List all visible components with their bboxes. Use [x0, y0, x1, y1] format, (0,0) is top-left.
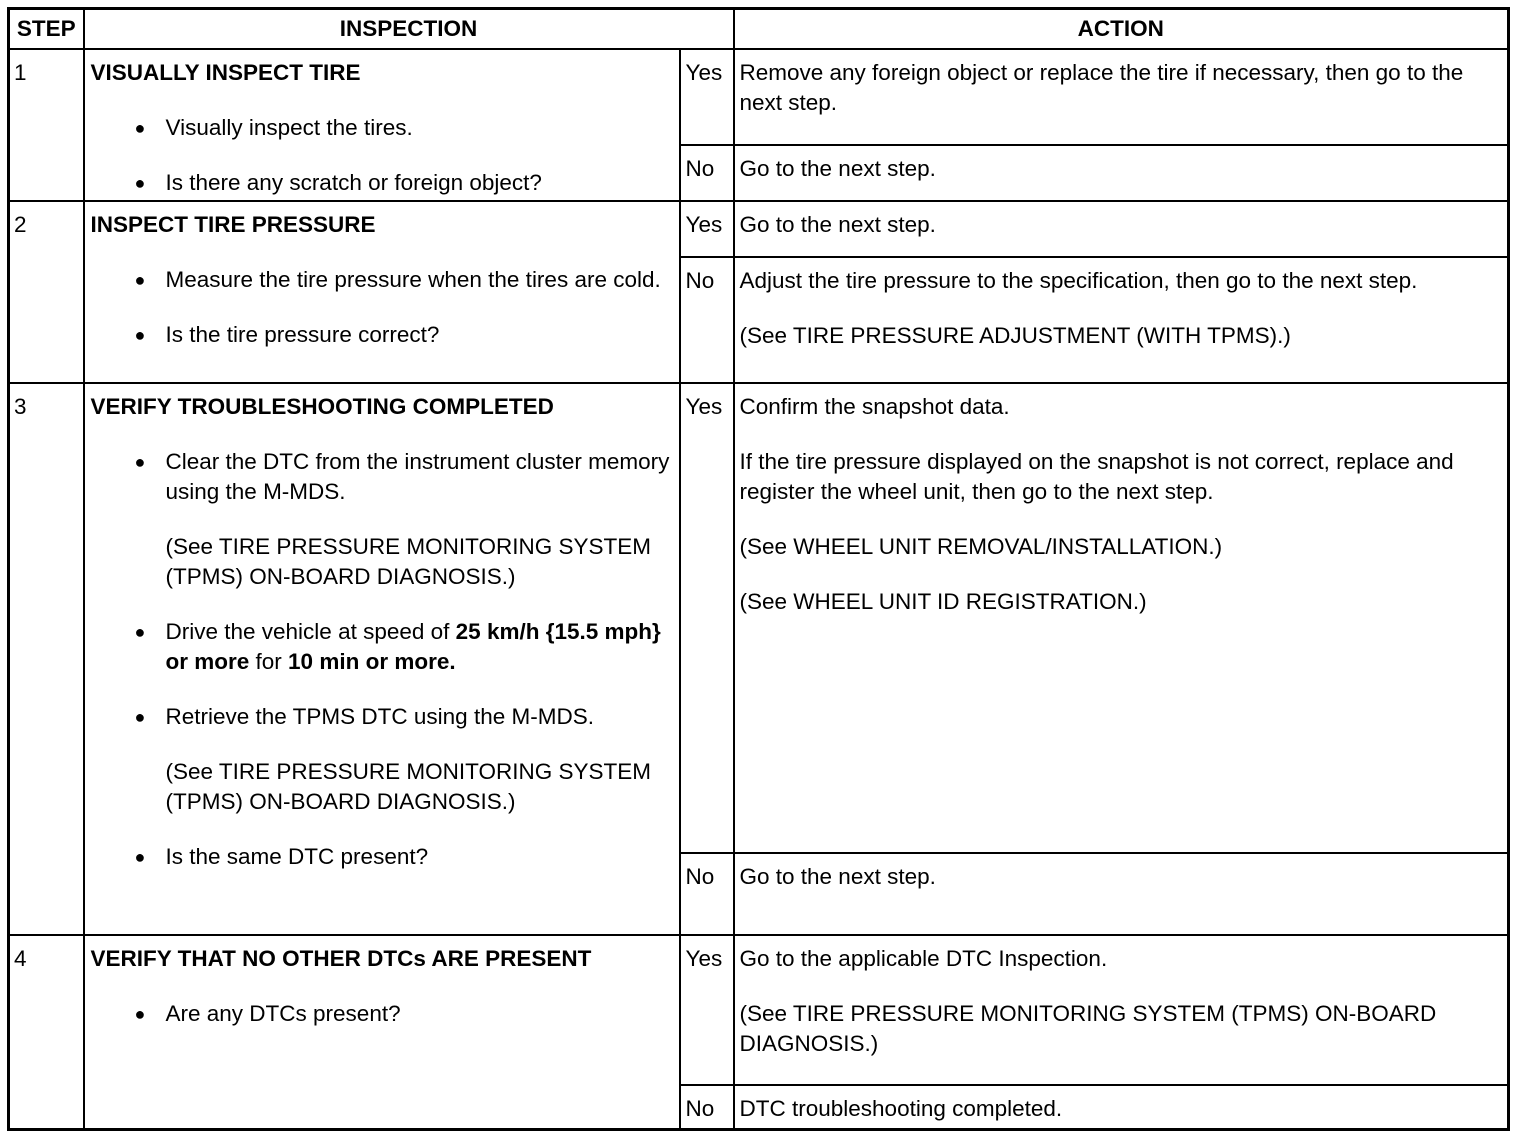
troubleshooting-table [7, 7, 1510, 1131]
yes-action [734, 383, 1509, 853]
no-label: No [680, 145, 734, 201]
action-reference: (See WHEEL UNIT ID REGISTRATION.) [739, 589, 1147, 614]
inspection-header: INSPECTION [84, 9, 734, 50]
speed-value: 25 km/h {15.5 mph} or more [165, 619, 661, 674]
no-action: Go to the next step. [734, 145, 1509, 201]
step-2-yes-row [9, 201, 1509, 257]
yes-action: Go to the next step. [734, 201, 1509, 257]
action-paragraph: Confirm the snapshot data. [739, 394, 1010, 419]
step-1-inspection [84, 49, 680, 201]
no-label: No [680, 257, 734, 383]
action-reference: (See TIRE PRESSURE ADJUSTMENT (WITH TPMS).) [739, 323, 1291, 348]
yes-label: Yes [680, 49, 734, 145]
step-4-yes-row [9, 935, 1509, 1085]
step-number: 3 [9, 383, 84, 935]
text-run: Drive the vehicle at speed of [165, 619, 456, 644]
step-number: 1 [9, 49, 84, 201]
step-title: VERIFY TROUBLESHOOTING COMPLETED [90, 394, 554, 419]
action-header: ACTION [734, 9, 1509, 50]
inspection-bullet: ● Is the tire pressure correct? [91, 320, 671, 350]
step-title: VERIFY THAT NO OTHER DTCs ARE PRESENT [90, 946, 592, 971]
action-reference: (See TIRE PRESSURE MONITORING SYSTEM (TPMS) ON-BOARD DIAGNOSIS.) [739, 1001, 1437, 1056]
action-paragraph: If the tire pressure displayed on the snapshot is not correct, replace and register the wheel unit, then go to the next step. [739, 449, 1454, 504]
step-3-inspection [84, 383, 680, 935]
no-label: No [680, 853, 734, 935]
step-header: STEP [9, 9, 84, 50]
inspection-bullet: ● Retrieve the TPMS DTC using the M-MDS. [91, 702, 671, 732]
inspection-bullet: ● Are any DTCs present? [91, 999, 671, 1029]
yes-label: Yes [680, 383, 734, 853]
inspection-reference: (See TIRE PRESSURE MONITORING SYSTEM (TPMS) ON-BOARD DIAGNOSIS.) [165, 534, 652, 589]
header-row [9, 9, 1509, 50]
no-action [734, 257, 1509, 383]
text-run: for [249, 649, 289, 674]
action-paragraph: Go to the applicable DTC Inspection. [739, 946, 1108, 971]
yes-label: Yes [680, 201, 734, 257]
yes-action [734, 935, 1509, 1085]
duration-value: 10 min or more. [288, 649, 456, 674]
yes-action: Remove any foreign object or replace the tire if necessary, then go to the next step. [734, 49, 1509, 145]
no-action: DTC troubleshooting completed. [734, 1085, 1509, 1129]
inspection-bullet: ● Is the same DTC present? [91, 842, 671, 872]
action-reference: (See WHEEL UNIT REMOVAL/INSTALLATION.) [739, 534, 1223, 559]
inspection-bullet: ● Is there any scratch or foreign object? [91, 168, 671, 198]
step-number: 2 [9, 201, 84, 383]
inspection-bullet: ● Visually inspect the tires. [91, 113, 671, 143]
no-action: Go to the next step. [734, 853, 1509, 935]
action-paragraph: Adjust the tire pressure to the specification, then go to the next step. [739, 268, 1418, 293]
inspection-bullet: ● Clear the DTC from the instrument cluster memory using the M-MDS. [91, 447, 671, 507]
step-number: 4 [9, 935, 84, 1129]
step-3-yes-row [9, 383, 1509, 853]
yes-label: Yes [680, 935, 734, 1085]
inspection-bullet: ● Measure the tire pressure when the tires are cold. [91, 265, 671, 295]
step-1-yes-row [9, 49, 1509, 145]
inspection-reference: (See TIRE PRESSURE MONITORING SYSTEM (TPMS) ON-BOARD DIAGNOSIS.) [165, 759, 652, 814]
step-title: INSPECT TIRE PRESSURE [90, 212, 376, 237]
no-label: No [680, 1085, 734, 1129]
step-4-inspection [84, 935, 680, 1129]
step-title: VISUALLY INSPECT TIRE [90, 60, 361, 85]
step-2-inspection [84, 201, 680, 383]
inspection-bullet [91, 617, 671, 677]
